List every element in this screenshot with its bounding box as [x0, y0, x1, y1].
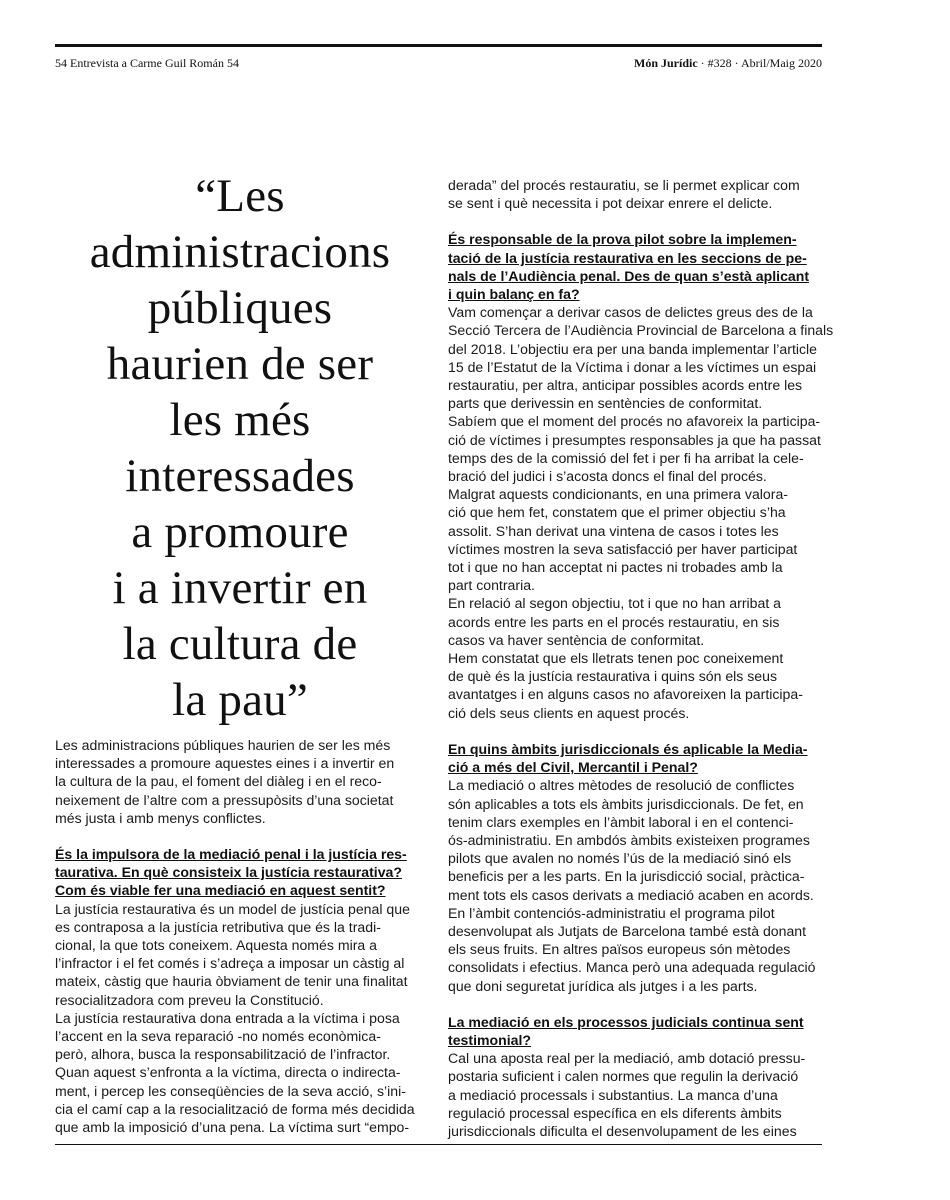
pull-quote-line: a promoure — [131, 506, 349, 558]
text-line: consolidats i efectius. Manca però una adequada regulació — [448, 959, 816, 976]
spacer — [448, 995, 825, 1013]
intro-paragraph — [55, 736, 430, 827]
question-line: És la impulsora de la mediació penal i la justícia res- — [55, 846, 407, 863]
text-line: mateix, càstig que hauria òbviament de tenir una finalitat — [55, 973, 408, 990]
text-line: postaria suficient i calen normes que regulin la derivació — [448, 1068, 799, 1085]
pull-quote-line: les més — [169, 394, 311, 446]
text-line: Les administracions públiques haurien de ser les més — [55, 737, 391, 753]
text-line: resocialitzadora com preveu la Constitució. — [55, 991, 324, 1008]
text-line: tot i que no han acceptat ni pactes ni trobades amb la — [448, 559, 783, 576]
text-line: En relació al segon objectiu, tot i que no han arribat a — [448, 595, 781, 612]
text-line: avantatges i en alguns casos no afavoreixen la participa- — [448, 686, 803, 703]
question-line: nals de l’Audiència penal. Des de quan s’està aplicant — [448, 267, 810, 284]
spacer — [448, 722, 825, 740]
text-line: jurisdiccionals dificulta el desenvolupament de les eines — [448, 1122, 797, 1139]
left-column — [55, 736, 430, 1136]
issue-info: · #328 · Abril/Maig 2020 — [697, 56, 822, 70]
section-title: 54 Entrevista a Carme Guil Román 54 — [55, 56, 239, 70]
right-column — [448, 176, 834, 1140]
text-line: La justícia restaurativa dona entrada a la víctima i posa — [55, 1009, 400, 1026]
question-2 — [448, 230, 825, 303]
answer-1-continued — [448, 176, 825, 212]
text-line: bració del judici i s’acosta doncs el final del procés. — [448, 468, 767, 485]
text-line: part contraria. — [448, 577, 535, 594]
magazine-issue — [634, 56, 822, 71]
text-line: més justa i amb menys conflictes. — [55, 809, 266, 826]
text-line: interessades a promoure aquestes eines i a invertir en — [55, 755, 395, 772]
answer-2 — [448, 303, 834, 722]
pull-quote-line: públiques — [147, 282, 333, 334]
text-line: Secció Tercera de l’Audiència Provincial de Barcelona a finals — [448, 322, 834, 339]
pull-quote-line: la pau” — [172, 674, 308, 726]
text-line: l’accent en la seva reparació -no només econòmica- — [55, 1028, 381, 1045]
text-line: La mediació o altres mètodes de resolució de conflictes — [448, 777, 795, 794]
pull-quote-line: la cultura de — [122, 618, 358, 670]
question-line: Com és viable fer una mediació en aquest sentit? — [55, 882, 386, 899]
text-line: la cultura de la pau, el foment del diàleg i en el reco- — [55, 773, 382, 790]
pull-quote — [55, 168, 425, 728]
text-line: cional, la que tots coneixem. Aquesta només mira a — [55, 937, 377, 954]
text-line: víctimes mostren la seva satisfacció per haver participat — [448, 540, 798, 557]
text-line: són aplicables a tots els àmbits jurisdiccionals. De fet, en — [448, 795, 804, 812]
text-line: assolit. S’han derivat una vintena de casos i totes les — [448, 522, 779, 539]
text-line: casos va haver sentència de conformitat. — [448, 631, 705, 648]
answer-3 — [448, 776, 825, 994]
footer-rule — [55, 1144, 822, 1145]
text-line: ció dels seus clients en aquest procés. — [448, 704, 690, 721]
question-3 — [448, 740, 825, 776]
pull-quote-line: i a invertir en — [112, 562, 368, 614]
text-line: temps des de la comissió del fet i per fi ha arribat la cele- — [448, 449, 804, 466]
question-line: taurativa. En què consisteix la justícia restaurativa? — [55, 864, 402, 881]
header-rule — [55, 44, 822, 47]
text-line: tenim clars exemples en l’àmbit laboral i en el contenci- — [448, 813, 794, 830]
text-line: pilots que avalen no només l’ús de la mediació sinó els — [448, 850, 792, 867]
text-line: Vam començar a derivar casos de delictes greus des de la — [448, 304, 813, 321]
text-line: Cal una aposta real per la mediació, amb dotació pressu- — [448, 1050, 806, 1067]
text-line: a mediació processals i substantius. La manca d’una — [448, 1086, 778, 1103]
question-line: En quins àmbits jurisdiccionals és aplicable la Media- — [448, 740, 808, 757]
answer-4 — [448, 1049, 825, 1140]
text-line: ment tots els casos derivats a mediació acaben en acords. — [448, 886, 814, 903]
text-line: restauratiu, per altra, anticipar possibles acords entre les — [448, 377, 803, 394]
pull-quote-line: administracions — [89, 226, 391, 278]
text-line: els seus fruits. En altres països europeus són mètodes — [448, 941, 791, 958]
question-line: i quin balanç en fa? — [448, 286, 580, 303]
question-line: tació de la justícia restaurativa en les seccions de pe- — [448, 249, 807, 266]
text-line: ció que hem fet, constatem que el primer objectiu s’ha — [448, 504, 786, 521]
text-line: ment, i percep les conseqüències de la seva acció, s’ini- — [55, 1082, 406, 1099]
question-line: La mediació en els processos judicials continua sent — [448, 1013, 804, 1030]
text-line: neixement de l’altre com a pressupòsits d’una societat — [55, 791, 394, 808]
text-line: Quan aquest s’enfronta a la víctima, directa o indirecta- — [55, 1064, 401, 1081]
pull-quote-line: “Les — [195, 170, 285, 222]
question-line: ció a més del Civil, Mercantil i Penal? — [448, 759, 698, 776]
text-line: se sent i què necessita i pot deixar enrere el delicte. — [448, 195, 773, 212]
text-line: desenvolupat als Jutjats de Barcelona també està donant — [448, 922, 807, 939]
text-line: parts que derivessin en sentències de conformitat. — [448, 395, 763, 412]
text-line: La justícia restaurativa és un model de justícia penal que — [55, 900, 410, 917]
text-line: beneficis per a les parts. En la jurisdicció social, pràctica- — [448, 868, 805, 885]
text-line: ós-administratiu. En ambdós àmbits existeixen programes — [448, 831, 810, 848]
text-line: que doni seguretat jurídica als jutges i a les parts. — [448, 977, 758, 994]
question-4 — [448, 1013, 825, 1049]
text-line: l’infractor i el fet comés i s’adreça a imposar un càstig al — [55, 955, 405, 972]
text-line: En l’àmbit contenciós-administratiu el programa pilot — [448, 904, 775, 921]
answer-1 — [55, 900, 430, 1137]
text-line: es contraposa a la justícia retributiva que és la tradi- — [55, 918, 381, 935]
pull-quote-line: haurien de ser — [106, 338, 374, 390]
text-line: 15 de l’Estatut de la Víctima i donar a les víctimes un espai — [448, 358, 817, 375]
text-line: acords entre les parts en el procés restauratiu, en sis — [448, 613, 780, 630]
text-line: que amb la imposició d’una pena. La víctima surt “empo- — [55, 1119, 410, 1136]
pull-quote-line: interessades — [125, 450, 355, 502]
text-line: Hem constatat que els lletrats tenen poc coneixement — [448, 650, 784, 667]
text-line: cia el camí cap a la resocialització de forma més decidida — [55, 1100, 415, 1117]
text-line: ció de víctimes i presumptes responsables ja que ha passat — [448, 431, 821, 448]
question-1 — [55, 845, 430, 900]
spacer — [448, 212, 825, 230]
question-line: És responsable de la prova pilot sobre la implemen- — [448, 231, 797, 248]
text-line: del 2018. L’objectiu era per una banda implementar l’article — [448, 340, 818, 357]
text-line: de què és la justícia restaurativa i quins són els seus — [448, 668, 778, 685]
text-line: derada” del procés restauratiu, se li permet explicar com — [448, 177, 800, 193]
text-line: Malgrat aquests condicionants, en una primera valora- — [448, 486, 788, 503]
text-line: però, alhora, busca la responsabilització de l’infractor. — [55, 1046, 391, 1063]
question-line: testimonial? — [448, 1031, 532, 1048]
magazine-name: Món Jurídic — [634, 56, 698, 70]
text-line: Sabíem que el moment del procés no afavoreix la participa- — [448, 413, 821, 430]
spacer — [55, 827, 430, 845]
text-line: regulació processal específica en els diferents àmbits — [448, 1104, 782, 1121]
